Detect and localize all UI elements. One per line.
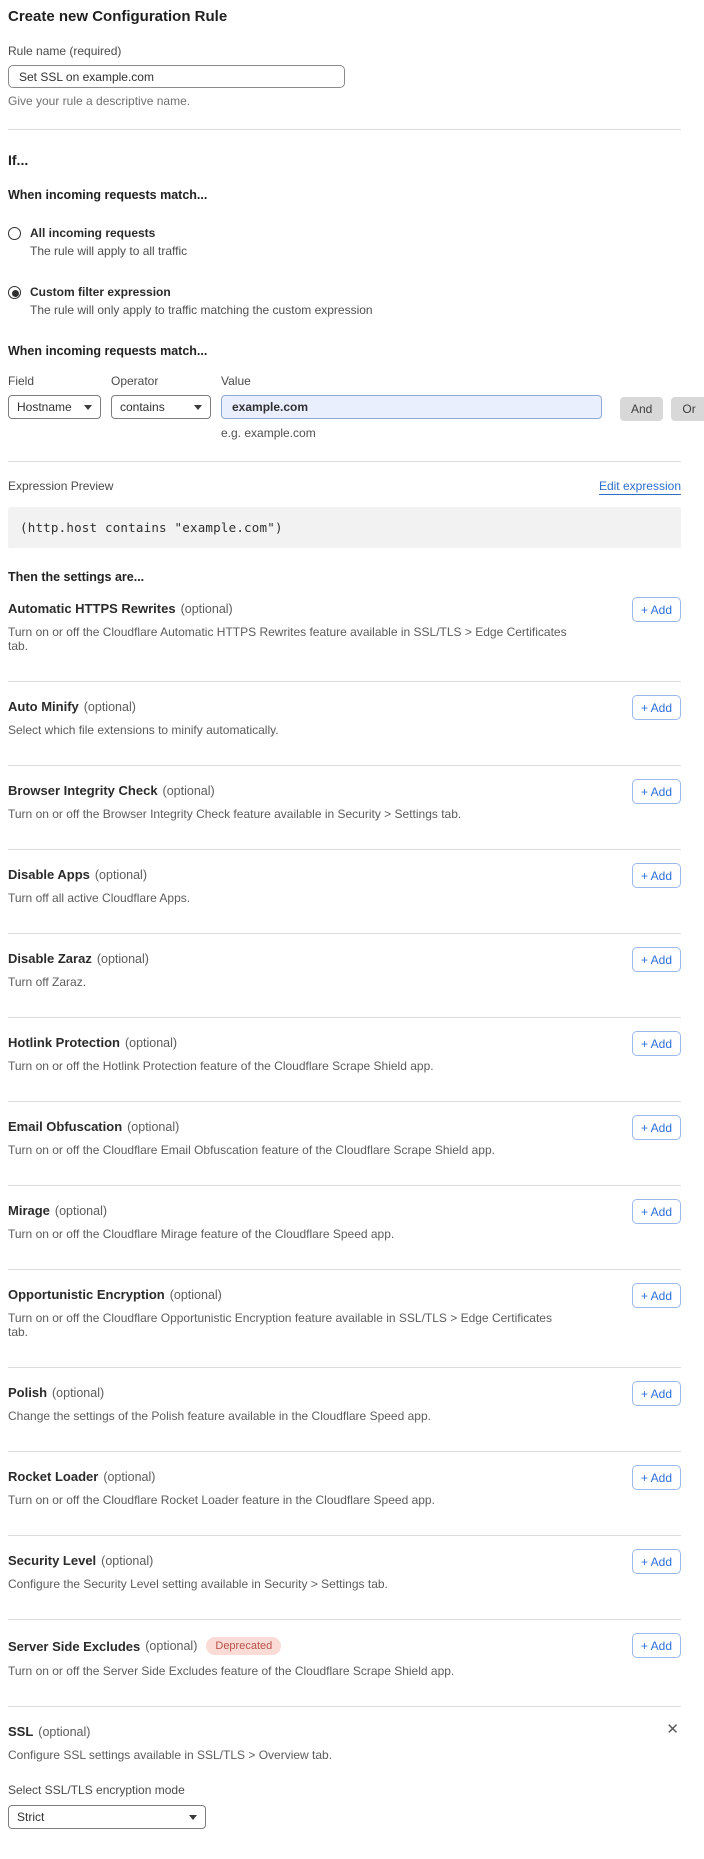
add-setting-button[interactable]: + Add [632, 1199, 681, 1224]
operator-label: Operator [111, 374, 159, 388]
setting-name: Security Level [8, 1553, 97, 1568]
and-button[interactable]: And [620, 397, 663, 421]
optional-label: (optional) [180, 601, 233, 616]
optional-label: (optional) [101, 1553, 154, 1568]
ssl-mode-label: Select SSL/TLS encryption mode [8, 1783, 185, 1797]
setting-description: Turn off all active Cloudflare Apps. [8, 891, 191, 905]
close-icon[interactable]: ✕ [666, 1721, 679, 1738]
add-setting-button[interactable]: + Add [632, 1549, 681, 1574]
setting-row [8, 1536, 681, 1620]
setting-description: Turn on or off the Hotlink Protection feature of the Cloudflare Scrape Shield app. [8, 1059, 434, 1073]
setting-name: Disable Zaraz [8, 951, 92, 966]
setting-name: Opportunistic Encryption [8, 1287, 165, 1302]
setting-description: Configure the Security Level setting available in Security > Settings tab. [8, 1577, 388, 1591]
add-setting-button[interactable]: + Add [632, 779, 681, 804]
setting-name: Rocket Loader [8, 1469, 99, 1484]
field-label: Field [8, 374, 35, 388]
field-select-value: Hostname [17, 400, 72, 414]
optional-label: (optional) [103, 1469, 156, 1484]
chevron-down-icon [84, 405, 92, 410]
radio-label: All incoming requests [30, 226, 156, 240]
setting-description: Change the settings of the Polish feature available in the Cloudflare Speed app. [8, 1409, 431, 1423]
add-setting-button[interactable]: + Add [632, 1115, 681, 1140]
setting-description: Turn off Zaraz. [8, 975, 87, 989]
value-label: Value [221, 374, 251, 388]
optional-label: (optional) [94, 867, 147, 882]
rule-name-label: Rule name (required) [8, 44, 122, 58]
add-setting-button[interactable]: + Add [632, 597, 681, 622]
edit-expression-link[interactable]: Edit expression [598, 479, 681, 493]
expression-builder [8, 344, 696, 440]
expression-preview-header [8, 479, 681, 495]
setting-description: Turn on or off the Cloudflare Email Obfuscation feature of the Cloudflare Scrape Shield app. [8, 1143, 495, 1157]
radio-option-all-incoming-requests[interactable] [8, 226, 681, 258]
setting-name: Automatic HTTPS Rewrites [8, 601, 176, 616]
radio-label: Custom filter expression [30, 285, 171, 299]
optional-label: (optional) [124, 1035, 178, 1050]
setting-row [8, 1620, 681, 1707]
optional-label: (optional) [83, 699, 136, 714]
setting-row [8, 766, 681, 850]
or-button[interactable]: Or [671, 397, 704, 421]
setting-row [8, 934, 681, 1018]
optional-label: (optional) [145, 1639, 198, 1653]
section-divider [8, 461, 681, 462]
radio-icon-unselected[interactable] [8, 227, 21, 240]
match-type-heading: When incoming requests match... [8, 188, 208, 202]
ssl-mode-select-value: Strict [17, 1810, 45, 1824]
add-setting-button[interactable]: + Add [632, 1465, 681, 1490]
optional-label: (optional) [52, 1385, 105, 1400]
setting-description: Turn on or off the Cloudflare Automatic HTTPS Rewrites feature available in SSL/TLS > Edge Certificates tab. [8, 625, 567, 653]
setting-description: Turn on or off the Browser Integrity Check feature available in Security > Settings tab. [8, 807, 462, 821]
optional-label: (optional) [38, 1724, 91, 1739]
setting-row [8, 850, 681, 934]
add-setting-button[interactable]: + Add [632, 1031, 681, 1056]
setting-description: Select which file extensions to minify automatically. [8, 723, 279, 737]
optional-label: (optional) [54, 1203, 108, 1218]
chevron-down-icon [194, 405, 202, 410]
optional-label: (optional) [127, 1119, 180, 1134]
add-setting-button[interactable]: + Add [632, 1381, 681, 1406]
setting-name: Auto Minify [8, 699, 79, 714]
operator-select[interactable] [111, 395, 211, 419]
expression-preview-code: (http.host contains "example.com") [8, 507, 681, 548]
field-select[interactable] [8, 395, 101, 419]
ssl-setting-description: Configure SSL settings available in SSL/TLS > Overview tab. [8, 1748, 333, 1762]
setting-row [8, 682, 681, 766]
setting-description: Turn on or off the Cloudflare Opportunistic Encryption feature available in SSL/TLS > Edge Certificates tab. [8, 1311, 552, 1339]
setting-name: Browser Integrity Check [8, 783, 158, 798]
setting-row [8, 1186, 681, 1270]
setting-row [8, 1368, 681, 1452]
ssl-mode-select[interactable] [8, 1805, 206, 1829]
rule-name-section [8, 44, 681, 108]
setting-name: Hotlink Protection [8, 1035, 120, 1050]
settings-list [8, 584, 681, 1707]
setting-name: Email Obfuscation [8, 1119, 123, 1134]
setting-row [8, 584, 681, 682]
setting-row [8, 1452, 681, 1536]
match-type-radio-group [8, 226, 681, 317]
rule-name-help: Give your rule a descriptive name. [8, 94, 191, 108]
ssl-setting-section [8, 1707, 681, 1829]
ssl-setting-name: SSL [8, 1724, 34, 1739]
setting-row [8, 1018, 681, 1102]
optional-label: (optional) [162, 783, 215, 798]
add-setting-button[interactable]: + Add [632, 695, 681, 720]
setting-description: Turn on or off the Cloudflare Rocket Loader feature in the Cloudflare Speed app. [8, 1493, 435, 1507]
setting-name: Mirage [8, 1203, 50, 1218]
add-setting-button[interactable]: + Add [632, 1633, 681, 1658]
setting-description: Turn on or off the Cloudflare Mirage feature of the Cloudflare Speed app. [8, 1227, 395, 1241]
optional-label: (optional) [169, 1287, 222, 1302]
expression-preview-label: Expression Preview [8, 479, 114, 493]
setting-name: Server Side Excludes [8, 1638, 141, 1654]
radio-icon-selected[interactable] [8, 286, 21, 299]
chevron-down-icon [189, 1815, 197, 1820]
deprecated-badge: Deprecated [206, 1637, 281, 1655]
setting-name: Polish [8, 1385, 48, 1400]
operator-select-value: contains [120, 400, 165, 414]
expression-builder-heading: When incoming requests match... [8, 344, 208, 358]
value-hint: e.g. example.com [221, 426, 316, 440]
add-setting-button[interactable]: + Add [632, 947, 681, 972]
settings-heading: Then the settings are... [8, 570, 145, 584]
add-setting-button[interactable]: + Add [632, 1283, 681, 1308]
radio-description: The rule will apply to all traffic [30, 244, 188, 258]
setting-description: Turn on or off the Server Side Excludes feature of the Cloudflare Scrape Shield app. [8, 1664, 455, 1678]
optional-label: (optional) [96, 951, 149, 966]
setting-row [8, 1270, 681, 1368]
section-divider [8, 129, 681, 130]
page-title: Create new Configuration Rule [8, 8, 228, 25]
add-setting-button[interactable]: + Add [632, 863, 681, 888]
rule-name-input[interactable] [8, 65, 345, 88]
setting-row [8, 1102, 681, 1186]
if-heading: If... [8, 152, 29, 168]
setting-name: Disable Apps [8, 867, 90, 882]
radio-option-custom-filter-expression[interactable] [8, 285, 681, 317]
radio-description: The rule will only apply to traffic matching the custom expression [30, 303, 373, 317]
value-input[interactable] [221, 395, 602, 419]
